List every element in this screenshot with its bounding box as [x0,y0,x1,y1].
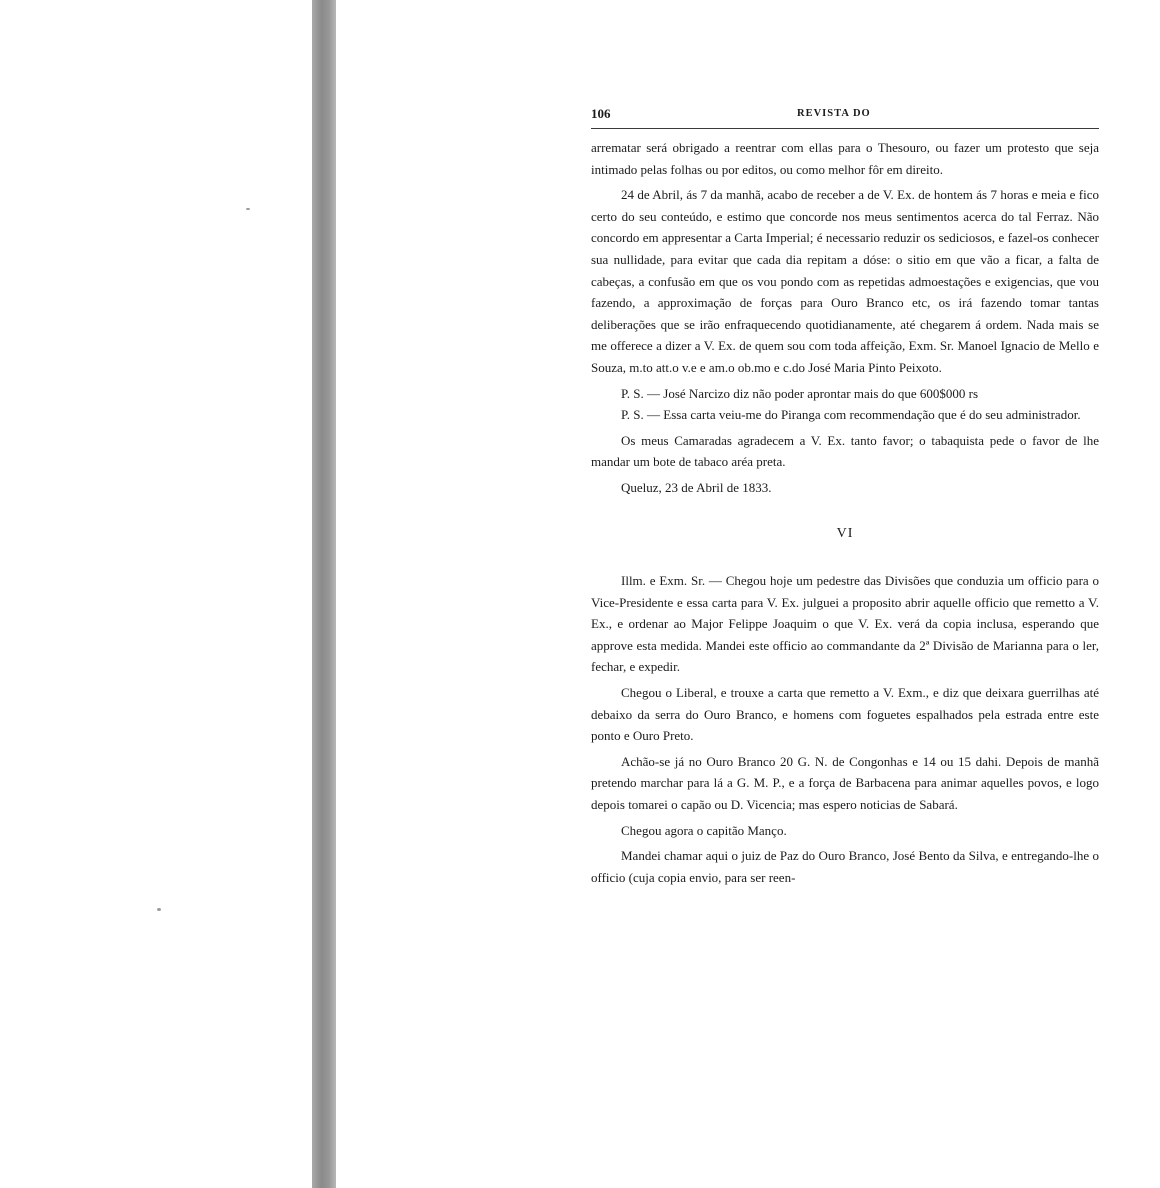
document-page [591,104,1099,888]
paragraph-ouro-branco: Achão-se já no Ouro Branco 20 G. N. de Congonhas e 14 ou 15 dahi. Depois de manhã pretendo marchar para lá a G. M. P., e a força de Barbacena para animar aquelles povos, e logo depois tomarei o capão ou D. Vicencia; mas espero noticias de Sabará. [591,753,1099,813]
paragraph-dateline: Queluz, 23 de Abril de 1833. [621,479,772,495]
binding-shadow [312,0,336,1188]
header-rule [591,128,1099,129]
paragraph-postscript-2: P. S. — Essa carta veiu-me do Piranga com recommendação que é do seu administrador. [621,407,1081,423]
paragraph-letter: 24 de Abril, ás 7 da manhã, acabo de receber a de V. Ex. de hontem ás 7 horas e meia e fico certo do seu conteúdo, e estimo que concorde nos meus sentimentos acerca do tal Ferraz. Não concordo em appresentar a Carta Imperial; é necessario reduzir os sediciosos, e fazel-os conhecer sua nullidade, para evitar que cada dia repitam a dóse: o sitio em que vão a ficar, a falta de cabeças, a confusão em que os vou pondo com as repetidas admoestações e exigencias, que vou fazendo, a approximação de forças para Ouro Branco etc, os irá fazendo tomar tantas deliberações que se irão enfraquecendo quotidianamente, até chegarem á ordem. Nada mais se me offerece a dizer a V. Ex. de quem sou com toda affeição, Exm. Sr. Manoel Ignacio de Mello e Souza, m.to att.o v.e e am.o ob.mo e c.do José Maria Pinto Peixoto. [591,187,1099,375]
scan-speck [246,208,250,210]
body-text [591,137,1099,888]
paragraph-continuation: arrematar será obrigado a reentrar com ellas para o Thesouro, ou fazer um protesto que seja intimado pelas folhas ou por editos, ou como melhor fôr em direito. [591,140,1099,177]
page-number: 106 [591,106,611,121]
paragraph-camaradas: Os meus Camaradas agradecem a V. Ex. tanto favor; o tabaquista pede o favor de lhe mandar um bote de tabaco aréa preta. [591,432,1099,470]
paragraph-manco: Chegou agora o capitão Manço. [621,822,787,838]
section-marker: VI [836,525,854,541]
running-head [591,104,1099,124]
paragraph-postscript-1: P. S. — José Narcizo diz não poder aprontar mais do que 600$000 rs [621,385,979,401]
paragraph-juiz: Mandei chamar aqui o juiz de Paz do Ouro Branco, José Bento da Silva, e entregando-lhe o officio (cuja copia envio, para ser reen- [591,848,1099,885]
running-title: REVISTA DO [797,108,871,119]
scan-speck [157,908,161,911]
paragraph-liberal: Chegou o Liberal, e trouxe a carta que remetto a V. Exm., e diz que deixara guerrilhas até debaixo da serra do Ouro Branco, e homens com foguetes espalhados pela estrada entre este ponto e Ouro Preto. [591,685,1099,744]
paragraph-illm: Illm. e Exm. Sr. — Chegou hoje um pedestre das Divisões que conduzia um officio para o Vice-Presidente e essa carta para V. Ex. julguei a proposito abrir aquelle officio que remetto a V. Ex., e ordenar ao Major Felippe Joaquim o que V. Ex. verá da copia inclusa, esperando que approve esta medida. Mandei este officio ao commandante da 2ª Divisão de Marianna para o ler, fechar, e expedir. [591,573,1099,675]
